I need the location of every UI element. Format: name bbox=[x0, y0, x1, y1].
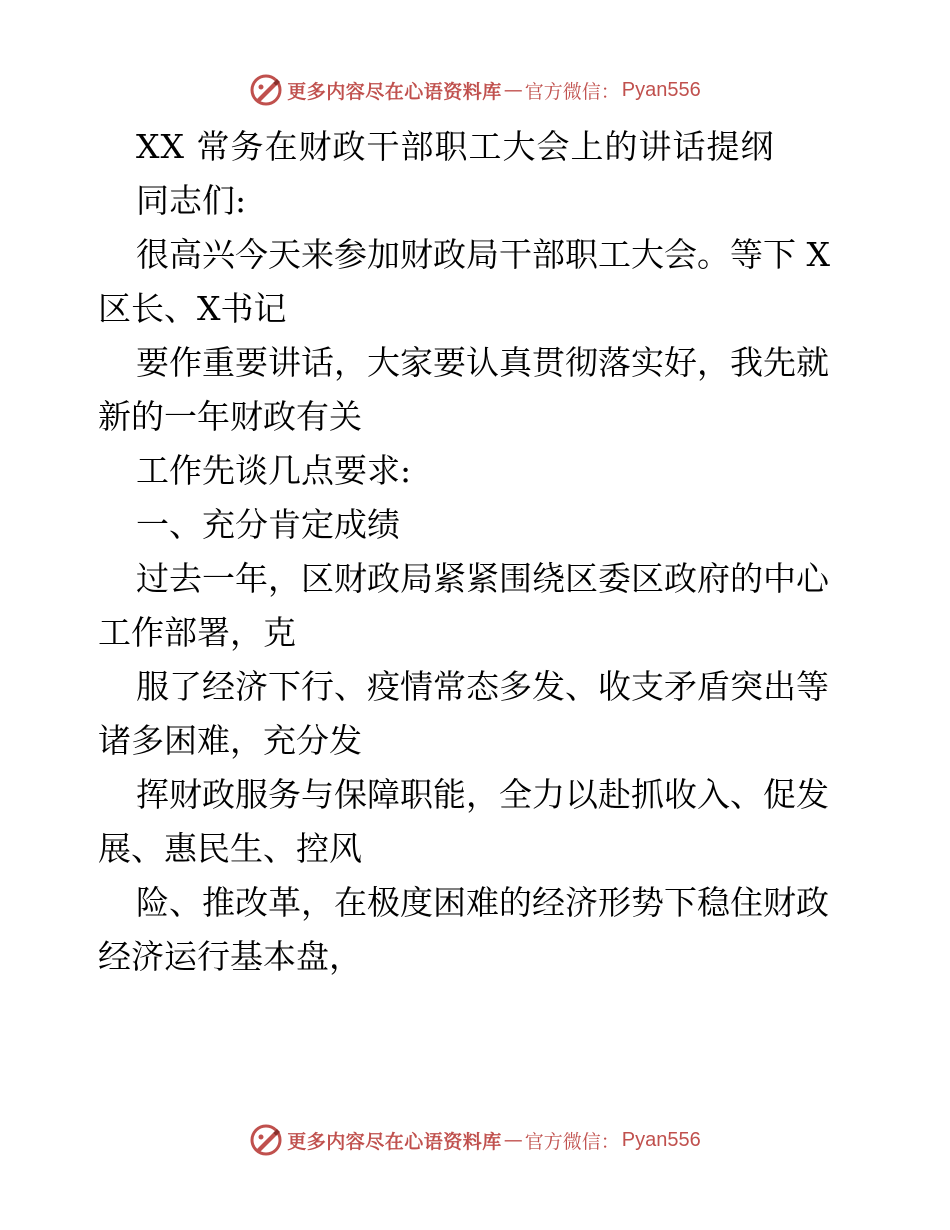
paragraph-line: 新的一年财政有关 bbox=[98, 397, 362, 436]
paragraph-line: 挥财政服务与保障职能，全力以赴抓收入、促发 bbox=[136, 775, 829, 814]
banner-wechat-id: Pyan556 bbox=[621, 78, 701, 101]
header-banner[interactable] bbox=[0, 70, 950, 110]
document-title: XX 常务在财政干部职工大会上的讲话提纲 bbox=[136, 127, 775, 166]
banner-separator: — bbox=[503, 1129, 523, 1151]
paragraph-line: 要作重要讲话，大家要认真贯彻落实好，我先就 bbox=[136, 343, 829, 382]
pen-logo-icon bbox=[249, 1123, 283, 1157]
pen-logo-icon bbox=[249, 73, 283, 107]
banner-title: 更多内容尽在心语资料库 bbox=[287, 80, 502, 103]
banner-wechat-label: 官方微信： bbox=[524, 1130, 620, 1153]
paragraph-line: 工作部署，克 bbox=[98, 613, 296, 652]
banner-wechat-label: 官方微信： bbox=[524, 80, 620, 103]
paragraph-line: 区长、X书记 bbox=[98, 289, 287, 328]
paragraph-line: 展、惠民生、控风 bbox=[98, 829, 362, 868]
paragraph-line: 服了经济下行、疫情常态多发、收支矛盾突出等 bbox=[136, 667, 829, 706]
document-body bbox=[98, 120, 858, 984]
salutation: 同志们: bbox=[136, 181, 247, 220]
banner-wechat-id: Pyan556 bbox=[621, 1128, 701, 1151]
paragraph-line: 很高兴今天来参加财政局干部职工大会。等下 X bbox=[136, 235, 830, 274]
footer-banner[interactable] bbox=[0, 1120, 950, 1160]
paragraph-line: 诸多困难，充分发 bbox=[98, 721, 362, 760]
section-heading: 一、充分肯定成绩 bbox=[136, 505, 400, 544]
paragraph-line: 过去一年，区财政局紧紧围绕区委区政府的中心 bbox=[136, 559, 829, 598]
paragraph-line: 经济运行基本盘， bbox=[98, 937, 362, 976]
paragraph-line: 工作先谈几点要求: bbox=[136, 451, 412, 490]
paragraph-line: 险、推改革，在极度困难的经济形势下稳住财政 bbox=[136, 883, 829, 922]
banner-separator: — bbox=[503, 79, 523, 101]
banner-title: 更多内容尽在心语资料库 bbox=[287, 1130, 502, 1153]
